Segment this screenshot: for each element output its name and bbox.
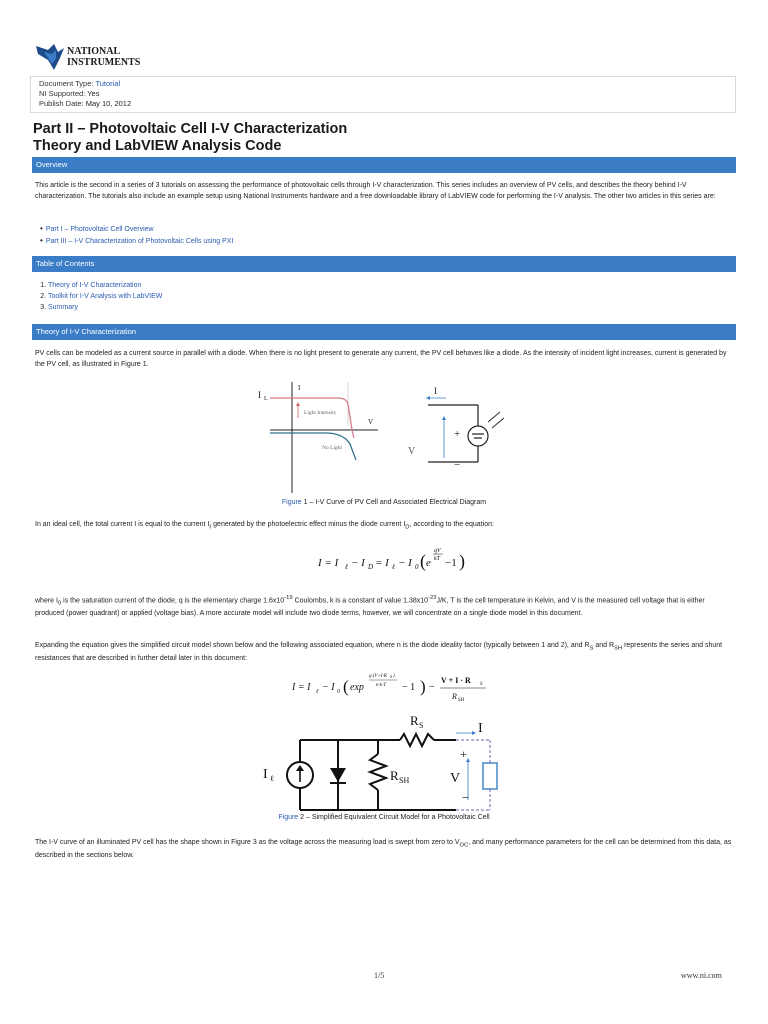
figure-2-number: Figure	[278, 814, 299, 821]
rsh-label: R	[390, 768, 399, 783]
toc-link-theory[interactable]: Theory of I-V Characterization	[48, 282, 142, 289]
toc-item	[48, 302, 162, 313]
ni-logo	[34, 40, 144, 76]
svg-text:): )	[420, 677, 426, 696]
title-line2: Theory and LabVIEW Analysis Code	[33, 138, 282, 154]
toc-list	[48, 280, 162, 313]
page-number: 1/5	[374, 971, 385, 980]
il-label: I	[258, 390, 261, 400]
pv-cell-circuit	[408, 386, 504, 471]
svg-text:n·k·T: n·k·T	[376, 683, 386, 688]
figure-1	[248, 378, 528, 493]
svg-text:V + I · R: V + I · R	[441, 676, 471, 685]
document-meta	[30, 76, 736, 113]
light-intensity-label: Light Intensity	[304, 410, 337, 416]
figure-1-number: Figure	[281, 499, 302, 506]
svg-text:): )	[459, 551, 465, 571]
toc-link-toolkit[interactable]: Toolkit for I-V Analysis with LabVIEW	[48, 293, 163, 300]
fig2-i-label: I	[478, 721, 483, 736]
toc-section-bar: Table of Contents	[32, 256, 736, 272]
fig2-il-sub: ℓ	[270, 774, 274, 783]
svg-text:I = I: I = I	[292, 682, 311, 693]
circuit-plus: +	[454, 428, 461, 440]
svg-text:− I: − I	[398, 557, 412, 569]
svg-text:I = I: I = I	[318, 557, 339, 569]
overview-section-bar: Overview	[32, 157, 736, 173]
toc-link-summary[interactable]: Summary	[48, 304, 78, 311]
svg-text:S: S	[480, 682, 483, 687]
svg-text:q·(V+I·R: q·(V+I·R	[369, 674, 387, 679]
toc-item	[48, 291, 162, 302]
svg-text:S: S	[390, 674, 392, 679]
series-link-item	[40, 223, 233, 235]
svg-text:SH: SH	[458, 698, 465, 703]
toc-item	[48, 280, 162, 291]
title-line1: Part II – Photovoltaic Cell I-V Characterization	[33, 121, 348, 137]
circuit-i-label: I	[434, 386, 437, 396]
svg-text:ℓ: ℓ	[316, 689, 319, 695]
part3-link[interactable]: Part III – I-V Characterization of Photovoltaic Cells using PXI	[45, 238, 234, 245]
figure-2-caption	[0, 814, 768, 821]
doc-type-label: Document Type:	[39, 79, 94, 88]
theory-paragraph-4: Expanding the equation gives the simplified circuit model shown below and the following associated equation, where n is the diode ideality factor (typically between 1 and 2), and $R_S$ and $R_{SH}$ represents the series and shunt resistances that are described in further detail later in this document:	[35, 642, 723, 662]
fig2-il-label: I	[263, 767, 268, 782]
svg-text:− I: − I	[322, 682, 335, 693]
fig2-plus: +	[460, 747, 467, 761]
overview-paragraph: This article is the second in a series of 3 tutorials on assessing the performance of photovoltaic cells through I-V characterization. This series includes an overview of PV cells, and describes the theory behind I-V characterization. The tutorials also include an example setup using National Instruments hardware and a free downloadable library of LabVIEW code for performing the I-V analysis. The other two articles in this series are:	[35, 182, 716, 200]
circuit-minus: −	[454, 459, 461, 471]
theory-paragraph-3: where $I_0$ is the saturation current of the diode, q is the elementary charge $1.6x10^{-19}$ Coulombs, k is a constant of value $1.38x10^{-23}J/K$, T is the cell temperature in Kelvin, and V is the measured cell voltage that is either produced (power quadrant) or applied (voltage bias). A more accurate model will include two diode terms, however, we will concentrate on a single diode model in this document.	[35, 595, 705, 618]
theory-paragraph-2: In an ideal cell, the total current I is equal to the current $I_\ell$ generated by the photoelectric effect minus the diode current $I_D$, according to the equation:	[35, 521, 494, 531]
theory-paragraph-1: PV cells can be modeled as a current source in parallel with a diode. When there is no light present to generate any current, the PV cell behaves like a diode. As the intensity of incident light increases, current is generated by the PV cell, as illustrated in Figure 1.	[35, 350, 727, 368]
svg-text:0: 0	[337, 689, 340, 695]
fig2-minus: −	[462, 790, 470, 805]
rsh-sub: SH	[399, 776, 410, 785]
svg-text:exp: exp	[350, 682, 364, 693]
svg-text:e: e	[426, 557, 431, 569]
equation-2	[290, 668, 510, 708]
circuit-v-label: V	[408, 446, 416, 457]
svg-text:(: (	[420, 551, 426, 571]
iv-curve-plot	[258, 382, 378, 493]
ni-supported-label: NI Supported:	[39, 89, 86, 98]
figure-2-text: 2 – Simplified Equivalent Circuit Model for a Photovoltaic Cell	[298, 814, 490, 821]
equation-1	[316, 540, 466, 580]
svg-text:−1: −1	[445, 557, 457, 569]
axis-v-label: V	[368, 418, 374, 426]
series-link-item	[40, 235, 233, 247]
svg-text:): )	[393, 674, 395, 679]
il-sub: L	[264, 396, 268, 402]
svg-text:ℓ: ℓ	[392, 563, 395, 571]
svg-text:ℓ: ℓ	[345, 563, 348, 571]
part1-link[interactable]: Part I – Photovoltaic Cell Overview	[45, 226, 154, 233]
eagle-logo-icon	[34, 40, 144, 76]
svg-text:(: (	[343, 677, 349, 696]
svg-text:− 1: − 1	[402, 682, 416, 693]
doc-type-link[interactable]: Tutorial	[95, 79, 121, 88]
svg-text:R: R	[452, 692, 457, 701]
figure-1-text: 1 – I-V Curve of PV Cell and Associated Electrical Diagram	[301, 499, 487, 506]
svg-text:kT: kT	[434, 556, 440, 562]
rs-label: R	[410, 713, 419, 728]
figure-2	[250, 708, 530, 814]
axis-i-label: I	[298, 384, 301, 392]
logo-line2: INSTRUMENTS	[67, 57, 141, 68]
logo-line1: NATIONAL	[67, 46, 121, 57]
figure-1-caption	[0, 499, 768, 506]
rs-sub: S	[419, 721, 424, 730]
svg-text:− I: − I	[351, 557, 365, 569]
ni-supported-value: Yes	[87, 89, 100, 98]
publish-date-label: Publish Date:	[39, 99, 84, 108]
svg-text:= I: = I	[375, 557, 389, 569]
publish-date-value: May 10, 2012	[85, 99, 132, 108]
fig2-v-label: V	[450, 771, 461, 786]
svg-text:qV: qV	[434, 548, 441, 554]
no-light-label: No Light	[322, 445, 343, 451]
svg-text:−: −	[429, 682, 435, 693]
site-url: www.ni.com	[681, 971, 722, 980]
theory-paragraph-5: The I-V curve of an illuminated PV cell has the shape shown in Figure 3 as the voltage across the measuring load is swept from zero to $V_{OC}$, and many performance parameters for the cell can be determined from this data, as described in the sections below.	[35, 839, 732, 859]
page-title	[33, 121, 633, 155]
svg-text:0: 0	[415, 563, 419, 571]
series-links	[40, 223, 233, 247]
theory-section-bar: Theory of I-V Characterization	[32, 324, 736, 340]
svg-text:D: D	[368, 563, 374, 571]
